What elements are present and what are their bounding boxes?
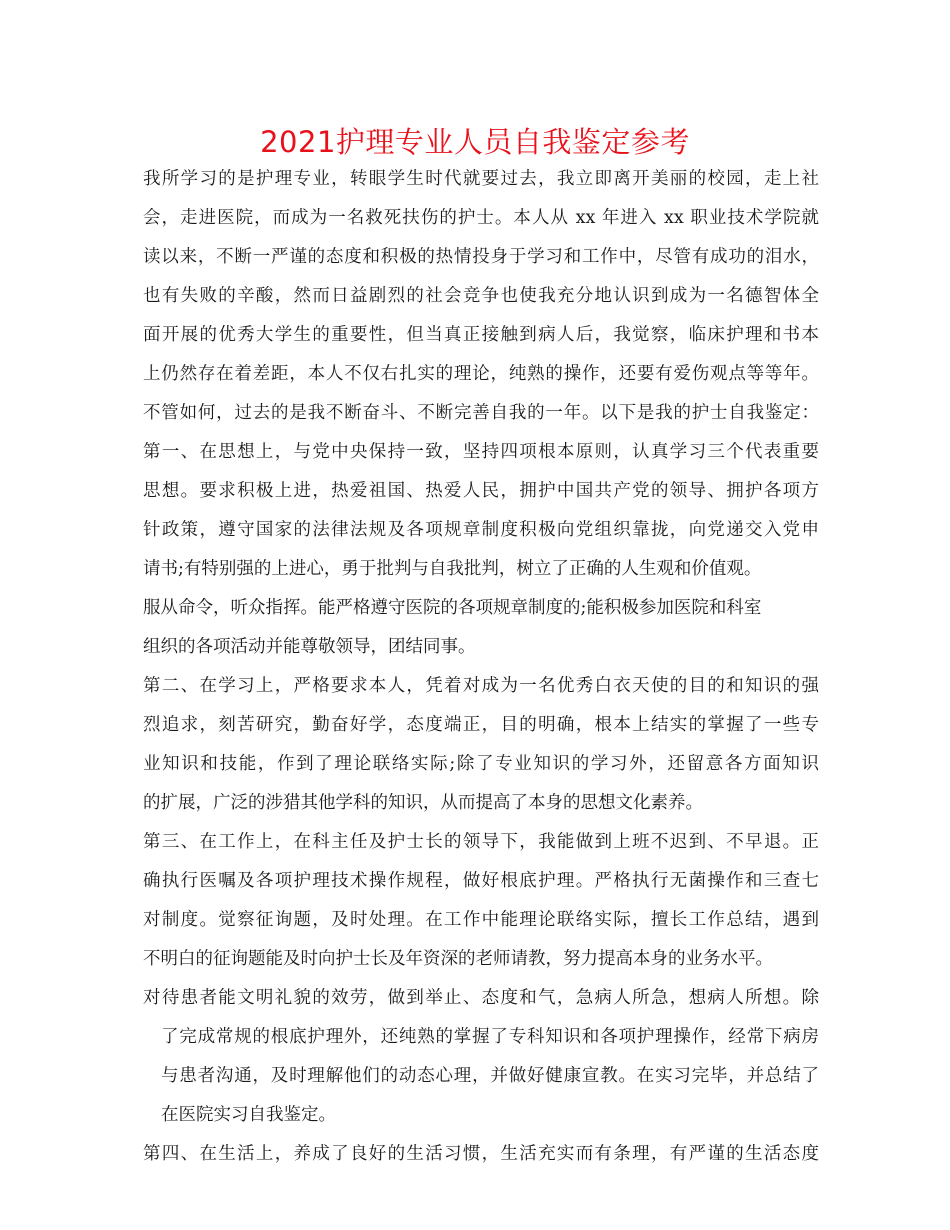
text-line: 第三、在工作上，在科主任及护士长的领导下，我能做到上班不迟到、不早退。正 — [143, 832, 819, 852]
text-line: 确执行医嘱及各项护理技术操作规程，做好根底护理。严格执行无菌操作和三查七 — [143, 871, 819, 891]
text-line: 组织的各项活动并能尊敬领导，团结同事。 — [143, 637, 476, 657]
text-line: 对待患者能文明礼貌的效劳，做到举止、态度和气，急病人所急，想病人所想。除 — [143, 988, 819, 1008]
text-line: 与患者沟通，及时理解他们的动态心理，并做好健康宣教。在实习完毕，并总结了 — [161, 1066, 819, 1086]
text-line: 思想。要求积极上进，热爱祖国、热爱人民，拥护中国共产党的领导、拥护各项方 — [143, 481, 819, 501]
text-line: 也有失败的辛酸，然而日益剧烈的社会竞争也使我充分地认识到成为一名德智体全 — [143, 286, 819, 306]
text-line: 不管如何，过去的是我不断奋斗、不断完善自我的一年。以下是我的护士自我鉴定： — [143, 403, 819, 423]
document-body — [143, 160, 819, 1174]
text-line: 第二、在学习上，严格要求本人，凭着对成为一名优秀白衣天使的目的和知识的强 — [143, 676, 819, 696]
text-line: 我所学习的是护理专业，转眼学生时代就要过去，我立即离开美丽的校园，走上社 — [143, 169, 819, 189]
text-line: 的扩展，广泛的涉猎其他学科的知识，从而提高了本身的思想文化素养。 — [143, 793, 703, 813]
text-line: 会，走进医院，而成为一名救死扶伤的护士。本人从 xx 年进入 xx 职业技术学院就 — [143, 208, 819, 228]
text-line: 不明白的征询题能及时向护士长及年资深的老师请教，努力提高本身的业务水平。 — [143, 949, 773, 969]
text-line: 烈追求，刻苦研究，勤奋好学，态度端正，目的明确，根本上结实的掌握了一些专 — [143, 715, 819, 735]
text-line: 上仍然存在着差距，本人不仅右扎实的理论，纯熟的操作，还要有爱伤观点等等年。 — [143, 364, 819, 384]
text-line: 读以来，不断一严谨的态度和积极的热情投身于学习和工作中，尽管有成功的泪水， — [143, 247, 819, 267]
text-line: 请书;有特别强的上进心，勇于批判与自我批判，树立了正确的人生观和价值观。 — [143, 559, 762, 579]
text-line: 了完成常规的根底护理外，还纯熟的掌握了专科知识和各项护理操作，经常下病房 — [161, 1027, 819, 1047]
text-line: 针政策，遵守国家的法律法规及各项规章制度积极向党组织靠拢，向党递交入党申 — [143, 520, 819, 540]
text-line: 服从命令，听众指挥。能严格遵守医院的各项规章制度的;能积极参加医院和科室 — [143, 598, 762, 618]
text-line: 业知识和技能，作到了理论联络实际;除了专业知识的学习外，还留意各方面知识 — [143, 754, 819, 774]
text-line: 面开展的优秀大学生的重要性，但当真正接触到病人后，我觉察，临床护理和书本 — [143, 325, 819, 345]
text-line: 对制度。觉察征询题，及时处理。在工作中能理论联络实际，擅长工作总结，遇到 — [143, 910, 819, 930]
text-line: 第一、在思想上，与党中央保持一致，坚持四项根本原则，认真学习三个代表重要 — [143, 442, 819, 462]
text-line: 在医院实习自我鉴定。 — [161, 1105, 336, 1125]
document-title: 2021护理专业人员自我鉴定参考 — [260, 125, 690, 159]
text-line: 第四、在生活上，养成了良好的生活习惯，生活充实而有条理，有严谨的生活态度 — [143, 1144, 819, 1164]
